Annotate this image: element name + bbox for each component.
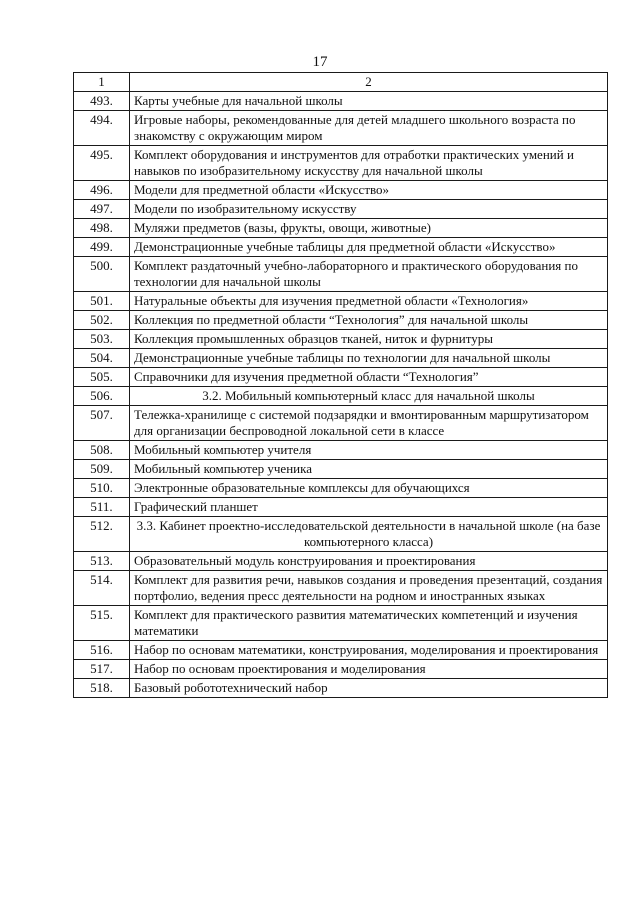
- row-description: Комплект раздаточный учебно-лабораторного и практического оборудования по технологии для начальной школы: [130, 257, 608, 292]
- table-row: [74, 146, 608, 181]
- row-number: 498.: [74, 219, 130, 238]
- table-row: [74, 219, 608, 238]
- table-row: [74, 606, 608, 641]
- table-row: [74, 181, 608, 200]
- row-description: Коллекция промышленных образцов тканей, ниток и фурнитуры: [130, 330, 608, 349]
- row-description: Комплект для практического развития математических компетенций и изучения математики: [130, 606, 608, 641]
- table-row: [74, 200, 608, 219]
- row-number: 502.: [74, 311, 130, 330]
- row-number: 495.: [74, 146, 130, 181]
- table-row: [74, 498, 608, 517]
- row-description: Мобильный компьютер учителя: [130, 441, 608, 460]
- equipment-table: [73, 72, 608, 698]
- table-row: [74, 571, 608, 606]
- table-header-row: [74, 73, 608, 92]
- row-number: 494.: [74, 111, 130, 146]
- table-row: [74, 292, 608, 311]
- table-row: [74, 330, 608, 349]
- row-number: 513.: [74, 552, 130, 571]
- row-description: Демонстрационные учебные таблицы для предметной области «Искусство»: [130, 238, 608, 257]
- header-cell-number: 1: [74, 73, 130, 92]
- row-description: Тележка-хранилище с системой подзарядки и вмонтированным маршрутизатором для организации беспроводной локальной сети в классе: [130, 406, 608, 441]
- section-heading: 3.2. Мобильный компьютерный класс для начальной школы: [130, 387, 608, 406]
- table-body: [74, 73, 608, 698]
- table-row: [74, 641, 608, 660]
- row-number: 501.: [74, 292, 130, 311]
- table-row: [74, 238, 608, 257]
- row-description: Мобильный компьютер ученика: [130, 460, 608, 479]
- row-number: 511.: [74, 498, 130, 517]
- row-number: 505.: [74, 368, 130, 387]
- row-description: Карты учебные для начальной школы: [130, 92, 608, 111]
- row-number: 504.: [74, 349, 130, 368]
- header-cell-name: 2: [130, 73, 608, 92]
- table-row: [74, 311, 608, 330]
- row-number: 493.: [74, 92, 130, 111]
- table-row: [74, 111, 608, 146]
- row-number: 503.: [74, 330, 130, 349]
- row-description: Коллекция по предметной области “Технология” для начальной школы: [130, 311, 608, 330]
- row-number: 499.: [74, 238, 130, 257]
- row-description: Игровые наборы, рекомендованные для детей младшего школьного возраста по знакомству с окружающим миром: [130, 111, 608, 146]
- page-number: 17: [312, 54, 328, 70]
- row-number: 514.: [74, 571, 130, 606]
- row-number: 509.: [74, 460, 130, 479]
- table-row: [74, 387, 608, 406]
- row-description: Натуральные объекты для изучения предметной области «Технология»: [130, 292, 608, 311]
- table-row: [74, 368, 608, 387]
- table-row: [74, 460, 608, 479]
- table-row: [74, 441, 608, 460]
- row-number: 508.: [74, 441, 130, 460]
- table-row: [74, 552, 608, 571]
- table-row: [74, 517, 608, 552]
- row-description: Модели для предметной области «Искусство»: [130, 181, 608, 200]
- table-row: [74, 660, 608, 679]
- table-row: [74, 349, 608, 368]
- row-number: 517.: [74, 660, 130, 679]
- row-description: Набор по основам проектирования и моделирования: [130, 660, 608, 679]
- table-row: [74, 257, 608, 292]
- row-number: 507.: [74, 406, 130, 441]
- row-description: Графический планшет: [130, 498, 608, 517]
- row-description: Образовательный модуль конструирования и проектирования: [130, 552, 608, 571]
- row-number: 512.: [74, 517, 130, 552]
- row-description: Базовый робототехнический набор: [130, 679, 608, 698]
- table-row: [74, 92, 608, 111]
- row-number: 497.: [74, 200, 130, 219]
- section-heading: 3.3. Кабинет проектно-исследовательской деятельности в начальной школе (на базе компьютерного класса): [130, 517, 608, 552]
- table-row: [74, 479, 608, 498]
- row-number: 518.: [74, 679, 130, 698]
- row-number: 516.: [74, 641, 130, 660]
- row-number: 500.: [74, 257, 130, 292]
- row-description: Комплект оборудования и инструментов для отработки практических умений и навыков по изобразительному искусству для начальной школы: [130, 146, 608, 181]
- row-description: Электронные образовательные комплексы для обучающихся: [130, 479, 608, 498]
- row-description: Муляжи предметов (вазы, фрукты, овощи, животные): [130, 219, 608, 238]
- table-row: [74, 679, 608, 698]
- row-description: Комплект для развития речи, навыков создания и проведения презентаций, создания портфолио, ведения пресс деятельности на родном и иностранных языках: [130, 571, 608, 606]
- row-number: 515.: [74, 606, 130, 641]
- table-row: [74, 406, 608, 441]
- row-number: 496.: [74, 181, 130, 200]
- row-number: 510.: [74, 479, 130, 498]
- row-description: Модели по изобразительному искусству: [130, 200, 608, 219]
- row-number: 506.: [74, 387, 130, 406]
- row-description: Справочники для изучения предметной области “Технология”: [130, 368, 608, 387]
- row-description: Набор по основам математики, конструирования, моделирования и проектирования: [130, 641, 608, 660]
- row-description: Демонстрационные учебные таблицы по технологии для начальной школы: [130, 349, 608, 368]
